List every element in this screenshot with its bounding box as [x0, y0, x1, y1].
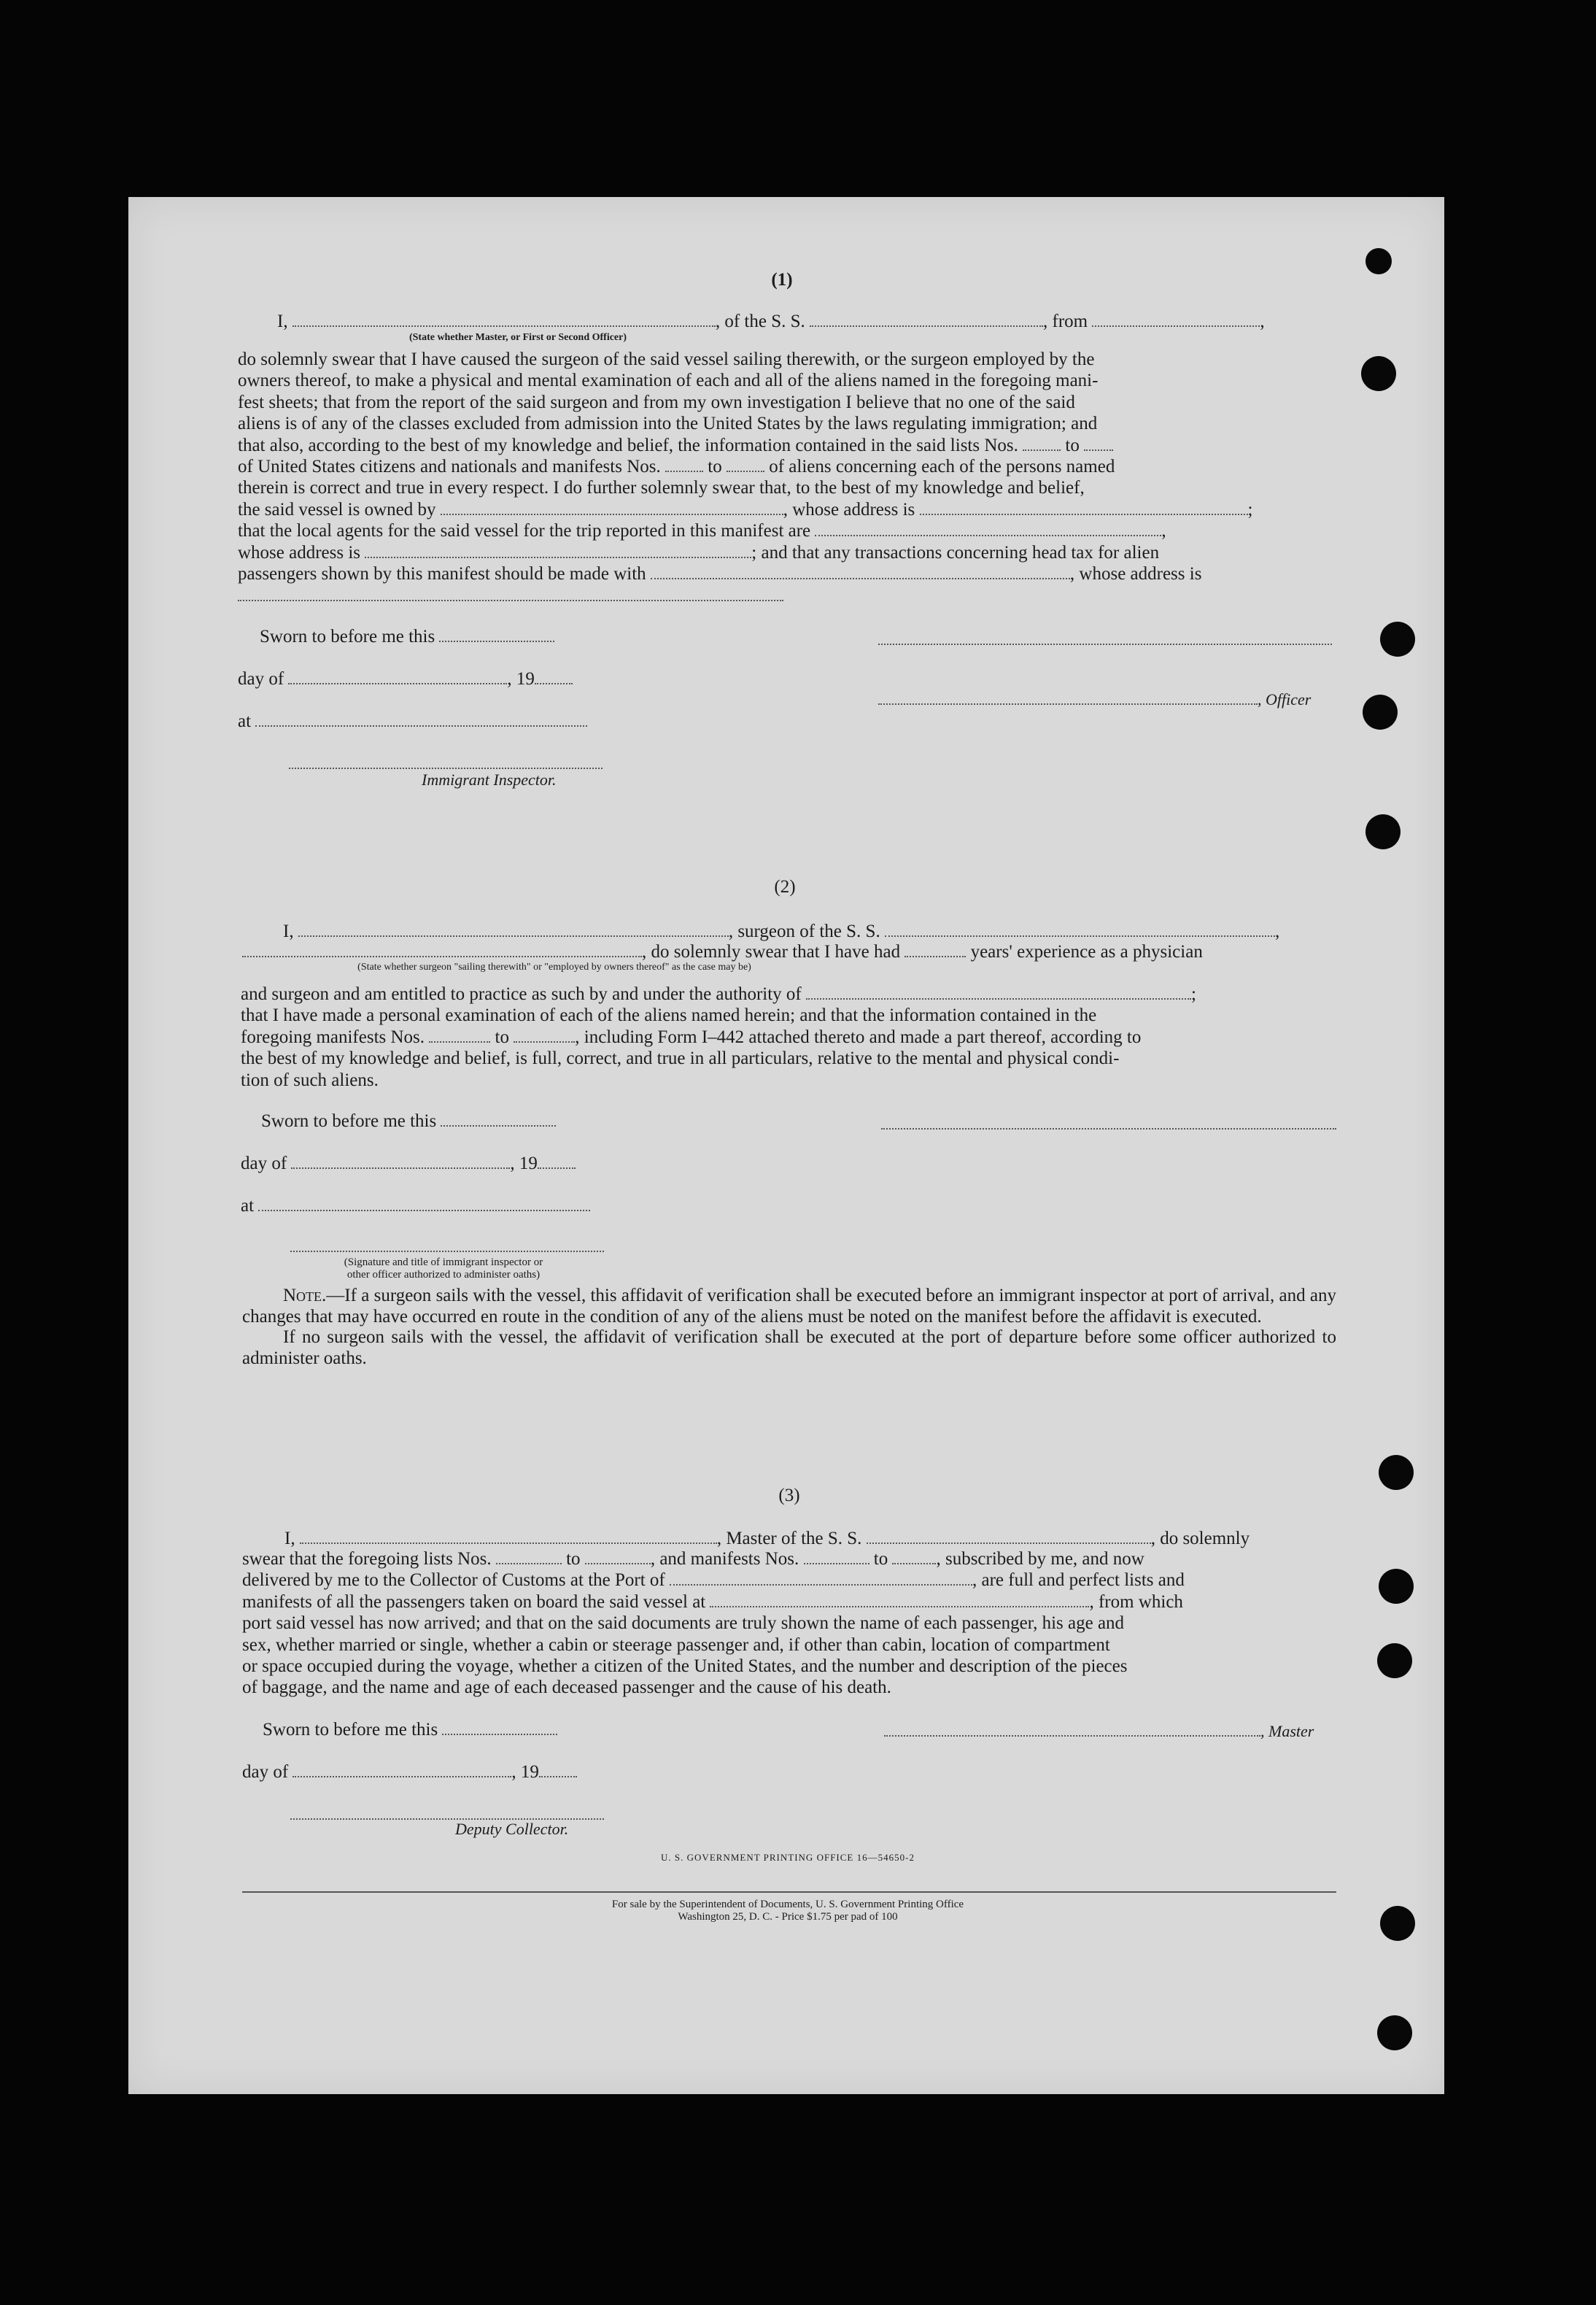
- section-2-sworn: Sworn to before me this: [261, 1111, 556, 1132]
- deputy-label: Deputy Collector.: [455, 1820, 569, 1838]
- gpo-imprint: U. S. GOVERNMENT PRINTING OFFICE 16—54650-2: [661, 1852, 915, 1863]
- section-3-line-i: I, , Master of the S. S. , do solemnly: [284, 1529, 1250, 1548]
- sworn-date-field[interactable]: [439, 626, 554, 642]
- place-field[interactable]: [255, 711, 587, 727]
- section-1-body: [238, 349, 1332, 584]
- sworn-date-field[interactable]: [441, 1111, 556, 1127]
- passengers-line: passengers shown by this manifest should be made with , whose address is: [238, 564, 1202, 584]
- body-line: or space occupied during the voyage, whether a citizen of the United States, and the number and description of the pieces: [242, 1656, 1128, 1677]
- correct-line: therein is correct and true in every respect. I do further solemnly swear that, to the best of my knowledge and belief,: [238, 478, 1085, 498]
- manifests-line: of United States citizens and nationals and manifests Nos. to of aliens concerning each of the persons named: [238, 457, 1115, 477]
- binder-hole: [1377, 1643, 1412, 1678]
- binder-hole: [1377, 2015, 1412, 2050]
- year-field[interactable]: [535, 668, 573, 684]
- exam-line: that I have made a personal examination of each of the aliens named herein; and that the information contained in the: [241, 1005, 1097, 1026]
- section-1-number: (1): [771, 270, 793, 290]
- master-vessel-field[interactable]: [867, 1528, 1151, 1544]
- year-field[interactable]: [539, 1761, 577, 1777]
- owned-line: the said vessel is owned by , whose address is ;: [238, 499, 1253, 520]
- opening-i: I,: [277, 312, 288, 331]
- best-line: the best of my knowledge and belief, is full, correct, and true in all particulars, relative to the mental and physical condi-: [241, 1049, 1120, 1069]
- manifests-from-field[interactable]: [665, 456, 703, 472]
- manifests-to-field[interactable]: [727, 456, 764, 472]
- authority-field[interactable]: [806, 984, 1191, 1000]
- binder-hole: [1365, 248, 1392, 274]
- manifests-line: manifests of all the passengers taken on board the said vessel at , from which: [242, 1591, 1183, 1612]
- section-3-day: day of , 19: [242, 1761, 577, 1783]
- agents-address-field[interactable]: [365, 542, 751, 558]
- master-manifests-to-field[interactable]: [892, 1548, 936, 1564]
- sworn-date-field[interactable]: [442, 1719, 557, 1735]
- vessel-name-field[interactable]: [810, 311, 1043, 327]
- lists-line: that also, according to the best of my knowledge and belief, the information contained in the said lists Nos. to: [238, 435, 1332, 456]
- tion-line: tion of such aliens.: [241, 1070, 379, 1090]
- body-line: do solemnly swear that I have caused the surgeon of the said vessel sailing therewith, or the surgeon employed by the: [238, 350, 1095, 369]
- body-line: sex, whether married or single, whether a cabin or steerage passenger and, if other than cabin, location of compartment: [242, 1634, 1110, 1655]
- section-2-line-swear: , do solemnly swear that I have had years' experience as a physician: [242, 941, 1203, 962]
- inspector-label: Immigrant Inspector.: [422, 771, 557, 789]
- sale-notice: For sale by the Superintendent of Documents, U. S. Government Printing Office Washington 25, D. C. - Price $1.75 per pad of 100: [611, 1899, 964, 1923]
- binder-hole: [1363, 695, 1398, 730]
- body-line: fest sheets; that from the report of the said surgeon and from my own investigation I believe that no one of the said: [238, 392, 1075, 412]
- master-name-field[interactable]: [300, 1528, 717, 1544]
- surgeon-manifests-from-field[interactable]: [429, 1027, 490, 1043]
- officer-rank-field[interactable]: [293, 311, 716, 327]
- binder-hole: [1379, 1569, 1414, 1604]
- body-line: owners thereof, to make a physical and mental examination of each and all of the aliens named in the foregoing mani-: [238, 371, 1099, 391]
- body-line: aliens is of any of the classes excluded from admission into the United States by the laws regulating immigration; and: [238, 414, 1098, 434]
- note-text: —If a surgeon sails with the vessel, this affidavit of verification shall be executed before an immigrant inspector at port of arrival, and any changes that may have occurred en route in the condition of any of the aliens must be noted on the manifest before the affidavit is executed.: [242, 1286, 1336, 1327]
- owner-address-field[interactable]: [920, 499, 1248, 515]
- place-field[interactable]: [258, 1195, 590, 1211]
- boarding-port-field[interactable]: [710, 1591, 1089, 1607]
- section-1-at: at: [238, 711, 587, 732]
- address-line: whose address is ; and that any transactions concerning head tax for alien: [238, 542, 1160, 563]
- month-field[interactable]: [288, 668, 507, 684]
- section-2-day: day of , 19: [241, 1153, 576, 1174]
- section-2-note: [242, 1286, 1336, 1369]
- section-3-master: [884, 1721, 1314, 1742]
- officer-label: , Officer: [1258, 690, 1312, 709]
- section-1-officer: [878, 689, 1311, 710]
- section-2-body: [241, 984, 1335, 1091]
- binder-hole: [1380, 622, 1415, 657]
- port-field[interactable]: [670, 1570, 972, 1586]
- section-1-opening: [277, 311, 1265, 332]
- authority-line: and surgeon and am entitled to practice as such by and under the authority of ;: [241, 984, 1196, 1004]
- master-signature-field[interactable]: [884, 1721, 1260, 1737]
- years-experience-field[interactable]: [904, 941, 966, 957]
- binder-hole: [1380, 1906, 1415, 1941]
- opening-of-ss: , of the S. S.: [715, 312, 805, 331]
- section-2-caption: (State whether surgeon "sailing therewith" or "employed by owners thereof" as the case may be): [357, 962, 751, 973]
- footer-rule: [242, 1891, 1336, 1893]
- month-field[interactable]: [291, 1153, 510, 1169]
- binder-hole: [1365, 814, 1401, 849]
- master-lists-from-field[interactable]: [496, 1548, 562, 1564]
- note-text-2: If no surgeon sails with the vessel, the affidavit of verification shall be executed at the port of departure before some officer authorized to administer oaths.: [242, 1327, 1336, 1368]
- opening-from: , from: [1043, 312, 1088, 331]
- section-1-day: day of , 19: [238, 668, 573, 690]
- body-line: of baggage, and the name and age of each deceased passenger and the cause of his death.: [242, 1677, 891, 1698]
- surgeon-vessel-field[interactable]: [885, 921, 1275, 937]
- administrator-signature-line[interactable]: [290, 1249, 604, 1252]
- surgeon-signature-line[interactable]: [881, 1127, 1336, 1130]
- agents-line: that the local agents for the said vessel for the trip reported in this manifest are ,: [238, 521, 1166, 541]
- administrator-caption: (Signature and title of immigrant inspector or other officer authorized to administer oaths): [344, 1256, 543, 1281]
- section-3-body: [242, 1548, 1336, 1699]
- binder-hole: [1361, 356, 1396, 391]
- lists-to-field[interactable]: [1084, 435, 1113, 451]
- month-field[interactable]: [293, 1761, 511, 1777]
- body-line: port said vessel has now arrived; and that on the said documents are truly shown the name of each passenger, his age and: [242, 1613, 1125, 1634]
- agents-field[interactable]: [815, 520, 1161, 536]
- surgeon-manifests-to-field[interactable]: [514, 1027, 575, 1043]
- officer-signature-field[interactable]: [878, 689, 1258, 705]
- owner-field[interactable]: [441, 499, 783, 515]
- section-2-number: (2): [774, 877, 796, 897]
- head-tax-address-field[interactable]: [238, 598, 783, 601]
- note-label: Note.: [283, 1286, 327, 1305]
- section-3-sworn: Sworn to before me this: [263, 1719, 557, 1740]
- section-2-at: at: [241, 1195, 590, 1216]
- delivered-line: delivered by me to the Collector of Customs at the Port of , are full and perfect lists and: [242, 1570, 1185, 1591]
- section-1-caption: (State whether Master, or First or Second Officer): [408, 332, 627, 343]
- master-manifests-from-field[interactable]: [804, 1548, 869, 1564]
- master-lists-to-field[interactable]: [585, 1548, 651, 1564]
- surgeon-name-field[interactable]: [298, 921, 729, 937]
- swear-line: swear that the foregoing lists Nos. to , and manifests Nos. to , subscribed by me, and now: [242, 1549, 1144, 1569]
- section-1-sworn: Sworn to before me this: [260, 626, 554, 647]
- departure-port-field[interactable]: [1092, 311, 1260, 327]
- foregoing-line: foregoing manifests Nos. to , including Form I–442 attached thereto and made a part thereof, according to: [241, 1027, 1142, 1047]
- master-label: , Master: [1260, 1722, 1314, 1740]
- opening-end: ,: [1260, 312, 1265, 331]
- head-tax-contact-field[interactable]: [651, 563, 1070, 579]
- inspector-signature-line[interactable]: [289, 766, 603, 769]
- signature-line[interactable]: [878, 642, 1332, 645]
- lists-from-field[interactable]: [1023, 435, 1061, 451]
- section-2-line-i: I, , surgeon of the S. S. ,: [283, 922, 1280, 941]
- binder-hole: [1379, 1455, 1414, 1490]
- section-3-number: (3): [778, 1486, 800, 1505]
- surgeon-status-field[interactable]: [242, 941, 642, 957]
- year-field[interactable]: [538, 1153, 576, 1169]
